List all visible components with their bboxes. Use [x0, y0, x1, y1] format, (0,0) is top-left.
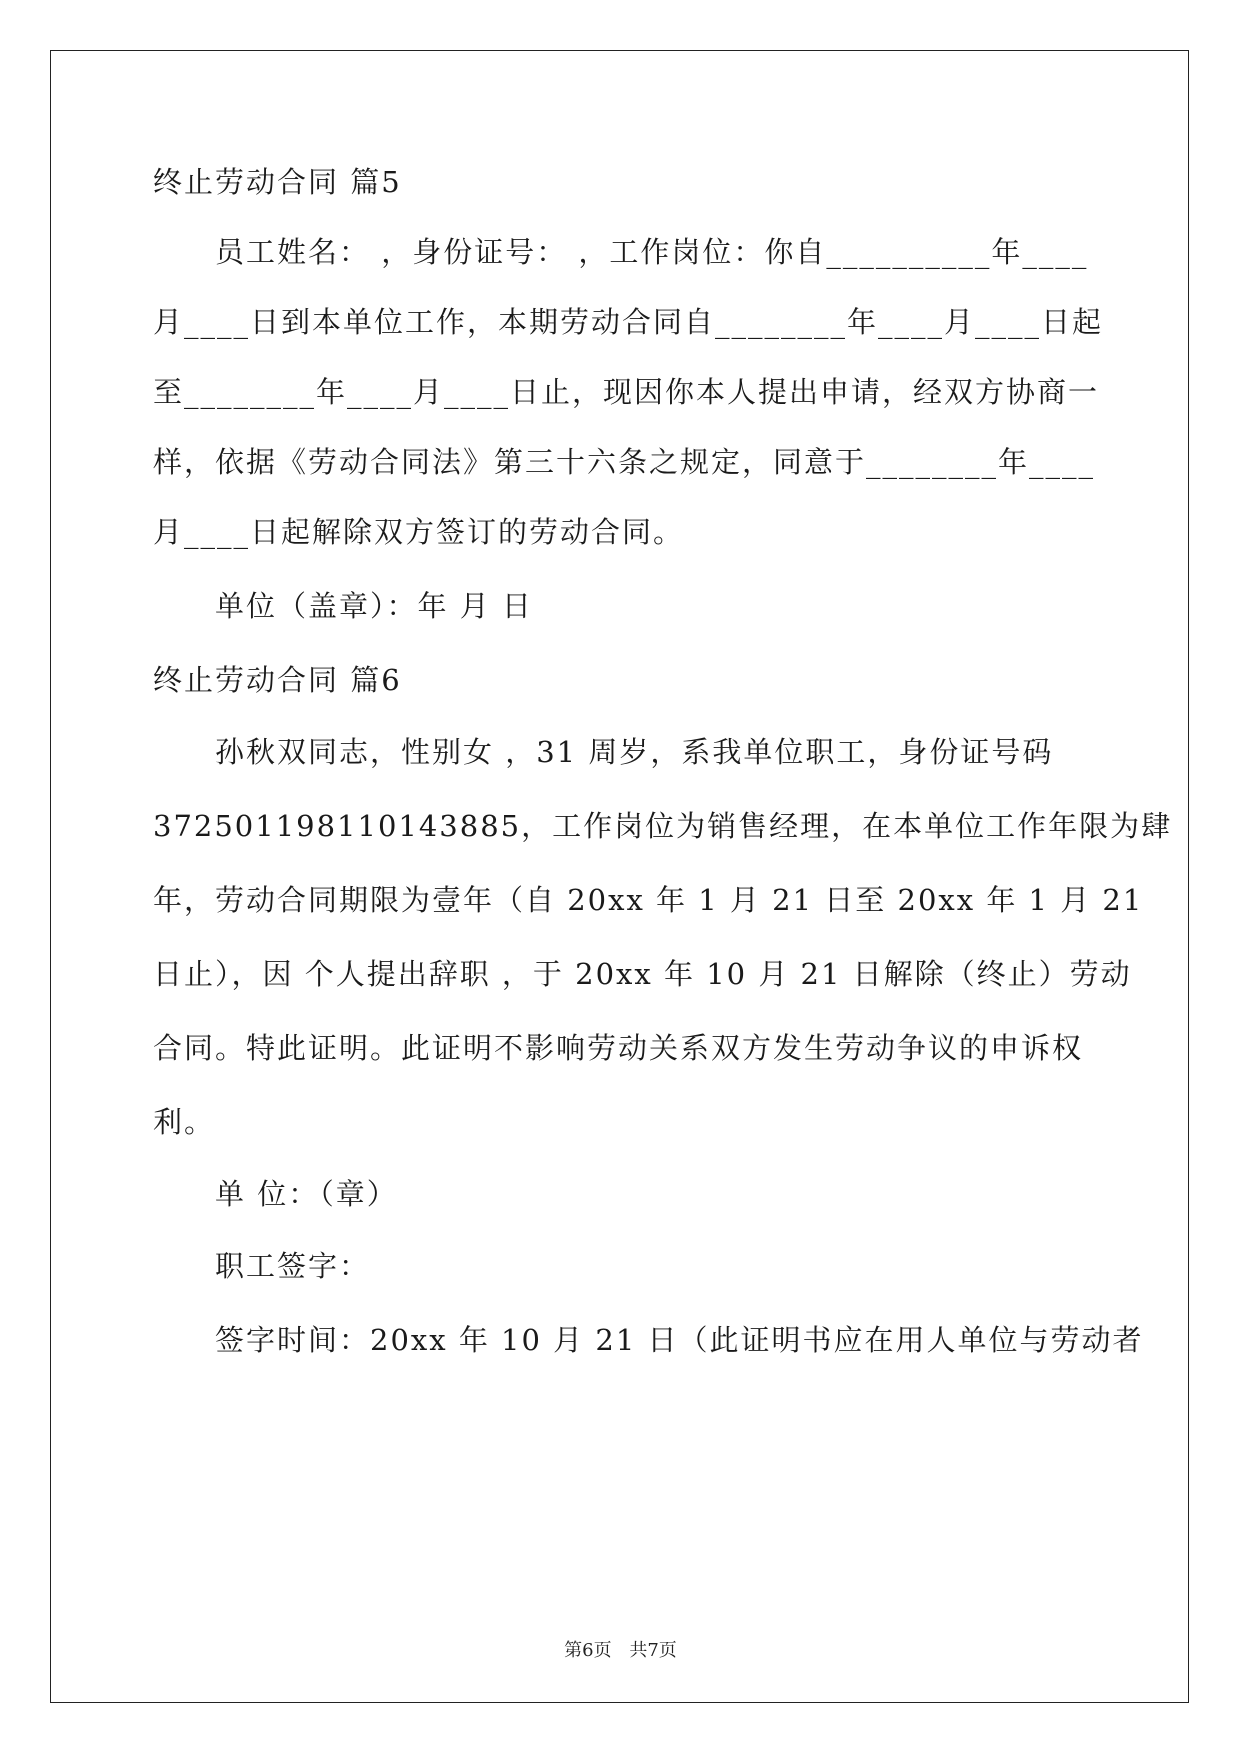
paragraph-line: 月____日到本单位工作，本期劳动合同自________年____月____日起	[153, 305, 1104, 339]
page-footer	[0, 1636, 1241, 1662]
paragraph-line: 样，依据《劳动合同法》第三十六条之规定，同意于________年____	[153, 445, 1096, 479]
paragraph-line: 月____日起解除双方签订的劳动合同。	[153, 515, 685, 549]
page-number: 第6页	[564, 1640, 612, 1661]
employee-signature-line: 职工签字：	[215, 1249, 371, 1283]
paragraph-line: 372501198110143885，工作岗位为销售经理，在本单位工作年限为肆	[153, 809, 1173, 843]
unit-seal-line: 单 位：（章）	[215, 1177, 398, 1211]
page-total: 共7页	[629, 1640, 677, 1661]
paragraph-line: 员工姓名： ，身份证号： ，工作岗位：你自__________年____	[215, 235, 1089, 269]
paragraph-line: 年，劳动合同期限为壹年（自 20xx 年 1 月 21 日至 20xx 年 1 月 21	[153, 883, 1144, 917]
paragraph-line: 日止），因 个人提出辞职 ，于 20xx 年 10 月 21 日解除（终止）劳动	[153, 957, 1132, 991]
section-heading-6: 终止劳动合同 篇6	[153, 663, 402, 697]
paragraph-line: 孙秋双同志，性别女 ，31 周岁，系我单位职工，身份证号码	[215, 735, 1054, 769]
paragraph-line: 合同。特此证明。此证明不影响劳动关系双方发生劳动争议的申诉权	[153, 1031, 1084, 1065]
section-heading-5: 终止劳动合同 篇5	[153, 165, 402, 199]
signature-date-line: 签字时间：20xx 年 10 月 21 日（此证明书应在用人单位与劳动者	[215, 1323, 1144, 1357]
paragraph-line: 至________年____月____日止，现因你本人提出申请，经双方协商一	[153, 375, 1100, 409]
paragraph-line: 利。	[153, 1105, 216, 1139]
signature-line: 单位（盖章）：年 月 日	[215, 589, 533, 623]
page-border	[50, 50, 1189, 1703]
